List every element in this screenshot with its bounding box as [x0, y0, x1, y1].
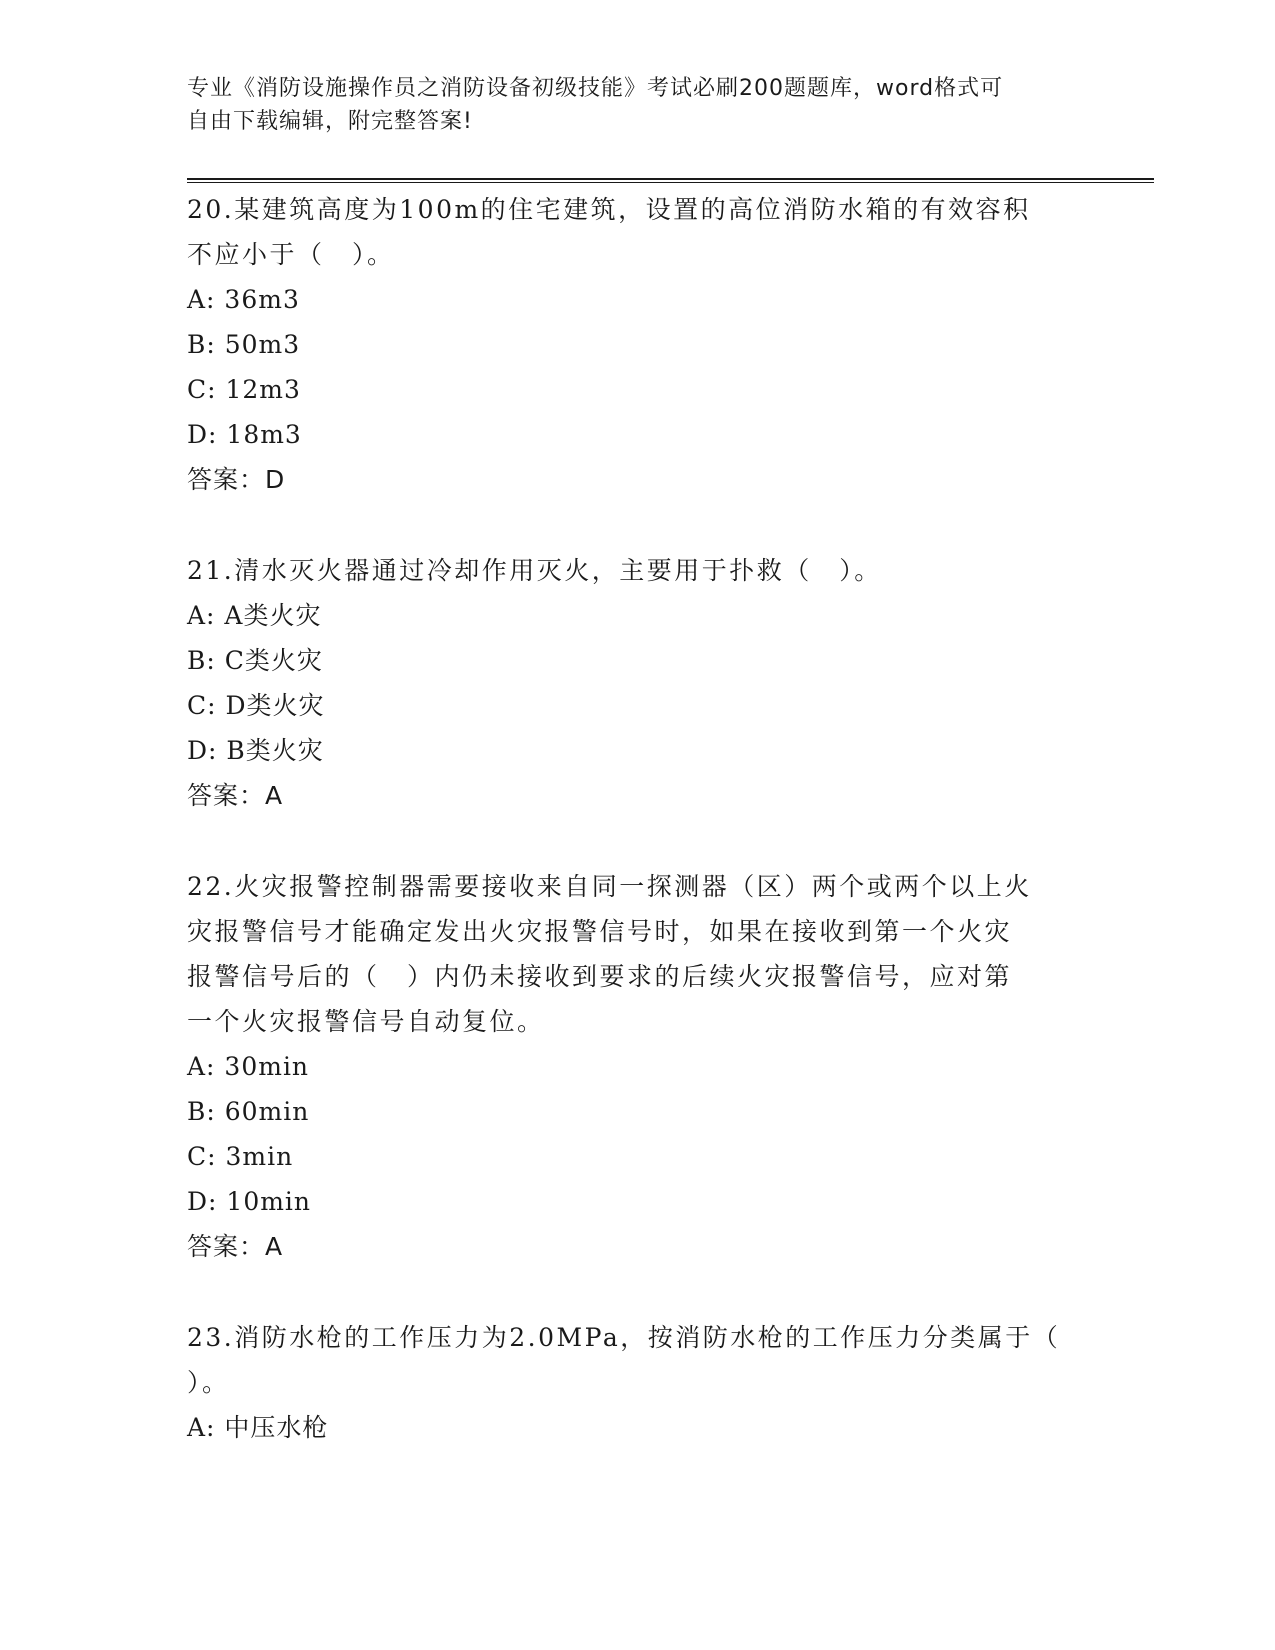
answer-line: 答案：D: [187, 465, 286, 494]
option-c: C: 12m3: [187, 375, 301, 404]
question-stem-line: 不应小于（ ）。: [187, 240, 395, 269]
option-b: B: 60min: [187, 1097, 310, 1126]
answer-line: 答案：A: [187, 781, 284, 810]
question-stem-line: 一个火灾报警信号自动复位。: [187, 1007, 545, 1036]
document-header: [187, 72, 1067, 138]
question-stem-line: 23.消防水枪的工作压力为2.0MPa，按消防水枪的工作压力分类属于（: [187, 1323, 1061, 1352]
option-b: B: C类火灾: [187, 646, 323, 675]
question-stem-line: 21.清水灭火器通过冷却作用灭火，主要用于扑救（ ）。: [187, 556, 882, 585]
question-stem-line: 灾报警信号才能确定发出火灾报警信号时，如果在接收到第一个火灾: [187, 917, 1013, 946]
header-line-2: 自由下载编辑，附完整答案!: [187, 109, 473, 134]
option-d: D: 18m3: [187, 420, 302, 449]
question-20: [187, 187, 1087, 502]
header-divider: [187, 178, 1154, 183]
option-c: C: 3min: [187, 1142, 294, 1171]
answer-line: 答案：A: [187, 1232, 284, 1261]
question-stem-line: 20.某建筑高度为100m的住宅建筑，设置的高位消防水箱的有效容积: [187, 195, 1031, 224]
question-21: [187, 548, 1087, 818]
option-a: A: 30min: [187, 1052, 310, 1081]
option-a: A: 中压水枪: [187, 1413, 329, 1442]
question-list: [187, 187, 1087, 1496]
question-22: [187, 864, 1087, 1269]
option-a: A: 36m3: [187, 285, 300, 314]
question-23: [187, 1315, 1087, 1450]
question-stem-line: 报警信号后的（ ）内仍未接收到要求的后续火灾报警信号，应对第: [187, 962, 1013, 991]
option-d: D: B类火灾: [187, 736, 324, 765]
question-stem-line: 22.火灾报警控制器需要接收来自同一探测器（区）两个或两个以上火: [187, 872, 1032, 901]
option-c: C: D类火灾: [187, 691, 325, 720]
header-line-1: 专业《消防设施操作员之消防设备初级技能》考试必刷200题题库，word格式可: [187, 76, 1004, 101]
question-stem-line: ）。: [187, 1368, 230, 1397]
option-d: D: 10min: [187, 1187, 312, 1216]
option-a: A: A类火灾: [187, 601, 322, 630]
option-b: B: 50m3: [187, 330, 301, 359]
